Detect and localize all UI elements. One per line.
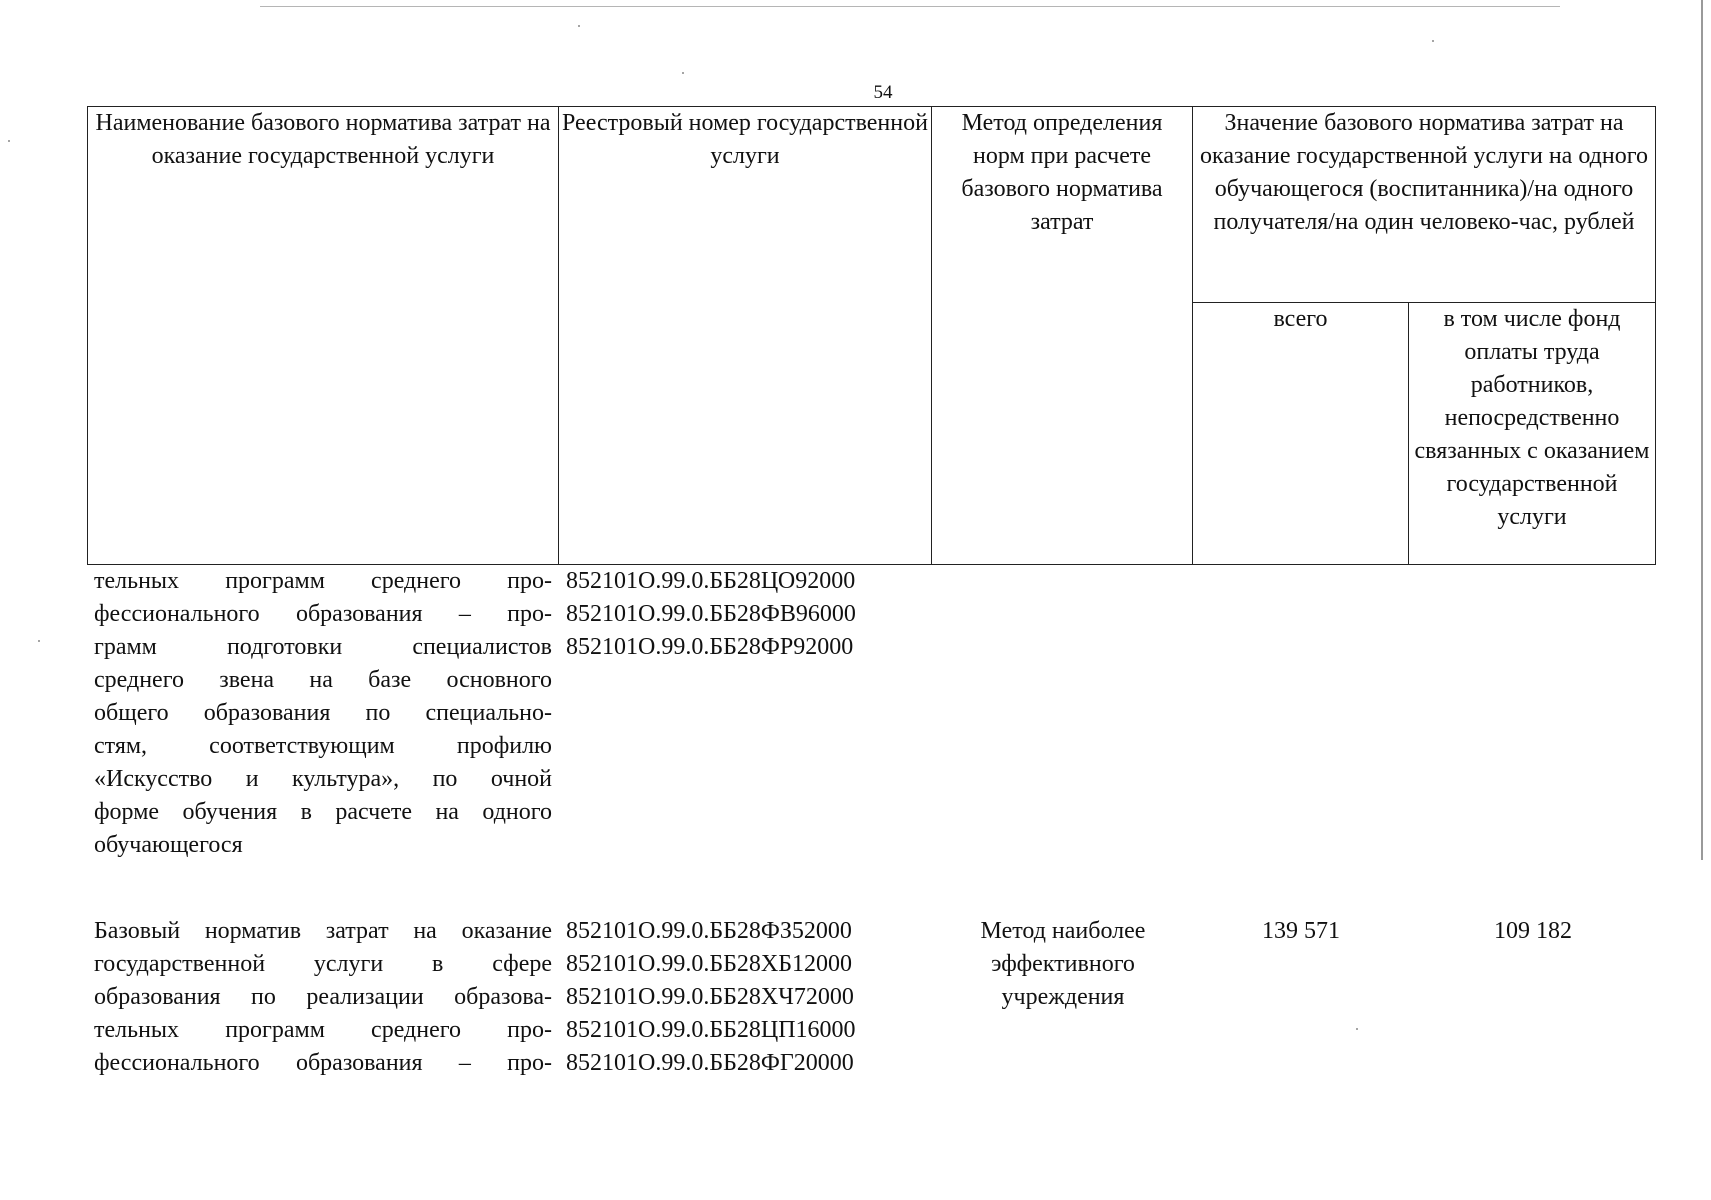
row2-method-line: эффективного [991,951,1135,977]
row2-name-line: государственной услуги в сфере [94,951,552,977]
row2-registry-cell [566,915,926,1080]
row2-name-line: Базовый норматив затрат на оказание [94,918,552,944]
row1-name-line: «Искусство и культура», по очной [94,766,552,792]
row1-name-line: грамм подготовки специалистов [94,634,552,660]
row1-name-line: тельных программ среднего про- [94,568,552,594]
row2-payroll-value: 109 182 [1494,918,1572,944]
row2-method-line: Метод наиболее [980,918,1146,944]
row2-name-cell [94,915,552,1080]
row1-name-line: обучающегося [94,832,243,858]
row1-name-line: форме обучения в расчете на одного [94,799,552,825]
row2-registry-number: 852101О.99.0.ББ28ЦП16000 [566,1017,856,1043]
scan-right-edge [1701,0,1703,860]
row1-registry-number: 852101О.99.0.ББ28ЦО92000 [566,568,856,594]
header-cell-total: всего [1193,303,1409,565]
scan-speck [1432,40,1434,42]
scan-speck [578,25,580,27]
row1-registry-cell [566,565,926,664]
row2-registry-number: 852101О.99.0.ББ28ХЧ72000 [566,984,854,1010]
scan-edge-line [260,6,1560,7]
scan-speck [38,640,40,642]
row1-name-cell [94,565,552,862]
row2-name-line: образования по реализации образова- [94,984,552,1010]
row1-name-line: общего образования по специально- [94,700,552,726]
header-cell-value: Значение базового норматива затрат на оказание государственной услуги на одного обучающегося (воспитанника)/на одного получателя/на один человеко-час, рублей [1193,107,1656,303]
row2-name-line: тельных программ среднего про- [94,1017,552,1043]
header-cell-name: Наименование базового норматива затрат на оказание государственной услуги [88,107,559,565]
scan-speck [8,140,10,142]
row1-name-line: стям, соответствующим профилю [94,733,552,759]
row2-total-value: 139 571 [1262,918,1340,944]
row2-registry-number: 852101О.99.0.ББ28ФЗ52000 [566,918,852,944]
scan-speck [682,72,684,74]
scan-speck [1356,1028,1358,1030]
row1-registry-number: 852101О.99.0.ББ28ФР92000 [566,634,854,660]
row1-name-line: фессионального образования – про- [94,601,552,627]
row2-method-line: учреждения [1001,984,1125,1010]
row2-method-cell [934,915,1192,1014]
header-table [87,106,1656,565]
row2-name-line: фессионального образования – про- [94,1050,552,1076]
row2-registry-number: 852101О.99.0.ББ28ХБ12000 [566,951,853,977]
header-cell-payroll: в том числе фонд оплаты труда работников, непосредственно связанных с оказанием государственной услуги [1409,303,1656,565]
row1-registry-number: 852101О.99.0.ББ28ФВ96000 [566,601,856,627]
row1-name-line: среднего звена на базе основного [94,667,552,693]
row2-registry-number: 852101О.99.0.ББ28ФГ20000 [566,1050,854,1076]
header-cell-method: Метод определения норм при расчете базового норматива затрат [932,107,1193,565]
header-cell-registry: Реестровый номер государственной услуги [559,107,932,565]
page-number: 54 [873,82,893,103]
